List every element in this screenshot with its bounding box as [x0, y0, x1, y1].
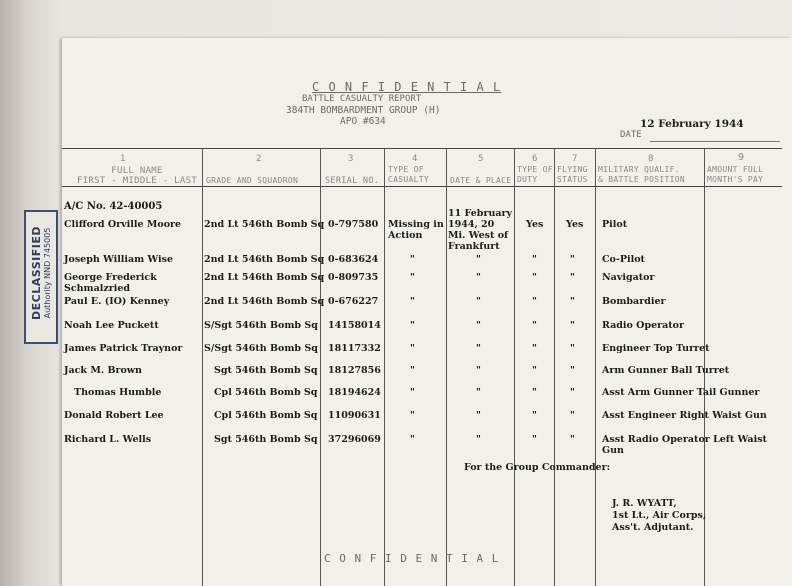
table-row-duty: " [532, 434, 537, 445]
table-row-date-place: " [476, 296, 481, 307]
table-row-duty: Yes [526, 219, 544, 230]
report-title: BATTLE CASUALTY REPORT [302, 94, 422, 104]
table-row-grade: Cpl 546th Bomb Sq [214, 410, 318, 421]
date-underline [650, 141, 780, 142]
col-header-casualty: TYPE OF CASUALTY [388, 165, 429, 184]
table-row-position: Arm Gunner Ball Turret [602, 365, 730, 376]
table-row-grade: S/Sgt 546th Bomb Sq [204, 320, 318, 331]
col-number: 5 [478, 154, 484, 164]
col-header-duty: TYPE OF DUTY [517, 165, 553, 184]
col-divider [446, 148, 447, 586]
table-row-position: Navigator [602, 272, 655, 283]
table-row-grade: 2nd Lt 546th Bomb Sq [204, 219, 325, 230]
col-divider [554, 148, 555, 586]
table-row-casualty: Missing in Action [388, 219, 444, 241]
table-row-name: James Patrick Traynor [64, 343, 183, 354]
table-row-casualty: " [410, 320, 415, 331]
table-row-flying: " [570, 410, 575, 421]
table-row-date-place: " [476, 320, 481, 331]
stamp-text-block [30, 211, 52, 335]
table-row-date-place: " [476, 387, 481, 398]
col-number: 3 [348, 154, 354, 164]
col-header-serial: SERIAL NO. [325, 176, 380, 186]
date-label: DATE [620, 130, 642, 140]
table-row-grade: Cpl 546th Bomb Sq [214, 387, 318, 398]
table-row-duty: " [532, 272, 537, 283]
table-row-name: Clifford Orville Moore [64, 219, 182, 230]
col-header-flying: FLYING STATUS [557, 165, 588, 184]
table-row-position: Bombardier [602, 296, 666, 307]
apo-number: APO #634 [340, 116, 386, 127]
table-row-serial: 18117332 [328, 343, 381, 354]
table-row-date-place: 11 February 1944, 20 Mi. West of Frankfurt [448, 208, 513, 252]
col-number: 8 [648, 154, 654, 164]
table-row-grade: Sgt 546th Bomb Sq [214, 434, 318, 445]
table-row-duty: " [532, 365, 537, 376]
classification-top: C O N F I D E N T I A L [312, 80, 502, 94]
table-row-grade: 2nd Lt 546th Bomb Sq [204, 254, 325, 265]
stamp-authority: Authority NND 745005 [43, 227, 52, 319]
table-row-position: Co-Pilot [602, 254, 645, 265]
table-row-serial: 18127856 [328, 365, 381, 376]
table-row-serial: 0-676227 [328, 296, 379, 307]
table-row-date-place: " [476, 254, 481, 265]
for-group-commander: For the Group Commander: [464, 462, 611, 473]
col-divider [595, 148, 596, 586]
table-row-flying: Yes [566, 219, 584, 230]
col-header-name: FULL NAME FIRST - MIDDLE - LAST [76, 166, 198, 186]
stamp-title: DECLASSIFIED [30, 226, 43, 320]
classification-bottom: C O N F I D E N T I A L [324, 552, 500, 565]
table-row-casualty: " [410, 434, 415, 445]
table-row-name: Donald Robert Lee [64, 410, 164, 421]
table-row-position: Asst Radio Operator Left Waist Gun [602, 434, 767, 456]
col-number: 4 [412, 154, 418, 164]
col-number: 7 [572, 154, 578, 164]
table-row-casualty: " [410, 410, 415, 421]
table-row-casualty: " [410, 254, 415, 265]
table-row-flying: " [570, 254, 575, 265]
col-number: 1 [120, 154, 126, 164]
table-row-duty: " [532, 320, 537, 331]
table-row-casualty: " [410, 296, 415, 307]
table-row-name: Noah Lee Puckett [64, 320, 159, 331]
table-row-casualty: " [410, 343, 415, 354]
table-row-name: Jack M. Brown [64, 365, 142, 376]
col-divider [320, 148, 321, 586]
table-row-duty: " [532, 343, 537, 354]
table-row-serial: 0-797580 [328, 219, 379, 230]
col-header-grade: GRADE AND SQUADRON [206, 176, 299, 185]
document-page [62, 38, 792, 586]
table-row-date-place: " [476, 434, 481, 445]
table-row-grade: 2nd Lt 546th Bomb Sq [204, 272, 325, 283]
table-row-serial: 0-683624 [328, 254, 379, 265]
table-row-grade: 2nd Lt 546th Bomb Sq [204, 296, 325, 307]
table-row-position: Engineer Top Turret [602, 343, 710, 354]
table-row-grade: S/Sgt 546th Bomb Sq [204, 343, 318, 354]
table-row-position: Asst Arm Gunner Tail Gunner [602, 387, 760, 398]
table-row-date-place: " [476, 343, 481, 354]
table-row-name: Thomas Humble [74, 387, 162, 398]
table-row-duty: " [532, 296, 537, 307]
col-number: 6 [532, 154, 538, 164]
aircraft-number: A/C No. 42-40005 [64, 201, 163, 212]
table-row-serial: 0-809735 [328, 272, 379, 283]
table-row-name: Joseph William Wise [64, 254, 174, 265]
table-row-casualty: " [410, 272, 415, 283]
signature-rank: 1st Lt., Air Corps, [612, 510, 707, 521]
table-row-flying: " [570, 365, 575, 376]
table-row-serial: 37296069 [328, 434, 381, 445]
table-row-flying: " [570, 296, 575, 307]
table-row-date-place: " [476, 365, 481, 376]
table-row-serial: 18194624 [328, 387, 381, 398]
signature-title: Ass't. Adjutant. [612, 522, 694, 533]
table-row-date-place: " [476, 410, 481, 421]
col-divider [202, 148, 203, 586]
table-row-casualty: " [410, 387, 415, 398]
table-row-name: George Frederick Schmalzried [64, 272, 157, 294]
col-header-pay: AMOUNT FULL MONTH'S PAY [707, 165, 764, 184]
group-name: 384TH BOMBARDMENT GROUP (H) [286, 105, 441, 116]
table-row-serial: 14158014 [328, 320, 381, 331]
table-row-duty: " [532, 387, 537, 398]
table-top-rule [62, 148, 782, 149]
table-row-name: Richard L. Wells [64, 434, 152, 445]
col-header-qualification: MILITARY QUALIF. & BATTLE POSITION [598, 165, 685, 184]
table-row-flying: " [570, 434, 575, 445]
table-row-duty: " [532, 410, 537, 421]
header-bottom-rule [62, 186, 782, 187]
table-row-flying: " [570, 343, 575, 354]
table-row-position: Asst Engineer Right Waist Gun [602, 410, 767, 421]
table-row-date-place: " [476, 272, 481, 283]
declassified-stamp [24, 210, 58, 344]
table-row-position: Pilot [602, 219, 628, 230]
table-row-grade: Sgt 546th Bomb Sq [214, 365, 318, 376]
table-row-casualty: " [410, 365, 415, 376]
table-row-serial: 11090631 [328, 410, 381, 421]
table-row-flying: " [570, 272, 575, 283]
report-date: 12 February 1944 [640, 118, 744, 130]
col-number: 2 [256, 154, 262, 164]
table-row-flying: " [570, 387, 575, 398]
table-row-flying: " [570, 320, 575, 331]
signature-name: J. R. WYATT, [612, 498, 677, 509]
col-header-date-place: DATE & PLACE [450, 176, 512, 185]
col-number: 9 [738, 152, 745, 163]
table-row-name: Paul E. (IO) Kenney [64, 296, 170, 307]
col-divider [514, 148, 515, 586]
table-row-position: Radio Operator [602, 320, 685, 331]
col-divider [384, 148, 385, 586]
table-row-duty: " [532, 254, 537, 265]
